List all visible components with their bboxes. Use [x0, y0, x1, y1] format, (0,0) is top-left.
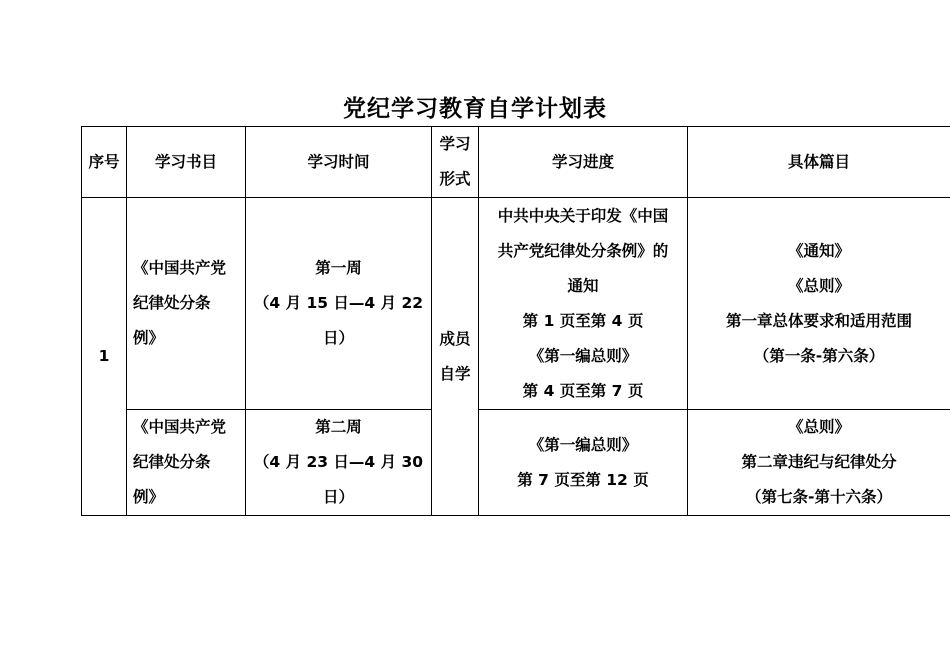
cell-book-line: 例》: [133, 329, 165, 347]
cell-chapters-line: 第二章违纪与纪律处分: [741, 453, 897, 471]
cell-book: [127, 410, 246, 516]
cell-progress-line: 《第一编总则》: [528, 435, 638, 454]
cell-seq: 1: [82, 198, 127, 516]
cell-progress-line: 第 1 页至第 4 页: [522, 311, 644, 330]
cell-time-line: 日）: [322, 488, 354, 506]
cell-progress-line: 通知: [567, 276, 599, 295]
cell-form-line: 自学: [439, 364, 471, 383]
cell-form: [432, 198, 479, 516]
table-row: [82, 410, 950, 516]
cell-chapters-line: （第七条-第十六条）: [746, 488, 892, 506]
cell-time: [246, 198, 432, 410]
cell-chapters: [688, 198, 950, 410]
page-title: 党纪学习教育自学计划表: [343, 96, 607, 122]
cell-chapters-line: 《通知》: [787, 241, 850, 260]
cell-progress-line: 共产党纪律处分条例》的: [497, 241, 669, 260]
header-form: [432, 127, 479, 198]
cell-chapters-line: 第一章总体要求和适用范围: [725, 311, 912, 330]
cell-chapters-line: 《总则》: [787, 418, 850, 436]
cell-progress-line: 中共中央关于印发《中国: [497, 206, 669, 225]
cell-chapters: [688, 410, 950, 516]
header-seq: 序号: [82, 127, 127, 198]
cell-chapters-line: 《总则》: [787, 276, 850, 295]
cell-book-line: 例》: [133, 488, 165, 506]
header-form-line: 学习: [439, 135, 471, 153]
cell-time-line: 第一周: [315, 259, 362, 277]
cell-book-line: 《中国共产党: [133, 259, 227, 277]
cell-time-line: 日）: [322, 329, 354, 347]
cell-progress-line: 《第一编总则》: [528, 346, 638, 365]
cell-time-line: （4 月 23 日—4 月 30: [253, 453, 424, 471]
cell-progress-line: 第 4 页至第 7 页: [522, 381, 644, 400]
header-form-line: 形式: [439, 170, 471, 188]
table-row: [82, 198, 950, 410]
cell-progress: [479, 198, 688, 410]
header-book: 学习书目: [127, 127, 246, 198]
study-plan-table: [81, 126, 950, 516]
table-header-row: [82, 127, 950, 198]
cell-book-line: 纪律处分条: [133, 453, 211, 471]
cell-chapters-line: （第一条-第六条）: [753, 346, 885, 365]
header-time: 学习时间: [246, 127, 432, 198]
header-progress: 学习进度: [479, 127, 688, 198]
cell-time-line: 第二周: [315, 418, 362, 436]
cell-form-line: 成员: [439, 329, 471, 348]
cell-progress-line: 第 7 页至第 12 页: [517, 470, 649, 489]
cell-book: [127, 198, 246, 410]
cell-book-line: 《中国共产党: [133, 418, 227, 436]
cell-time: [246, 410, 432, 516]
cell-progress: [479, 410, 688, 516]
cell-book-line: 纪律处分条: [133, 294, 211, 312]
cell-time-line: （4 月 15 日—4 月 22: [253, 294, 424, 312]
header-chapters: 具体篇目: [688, 127, 950, 198]
